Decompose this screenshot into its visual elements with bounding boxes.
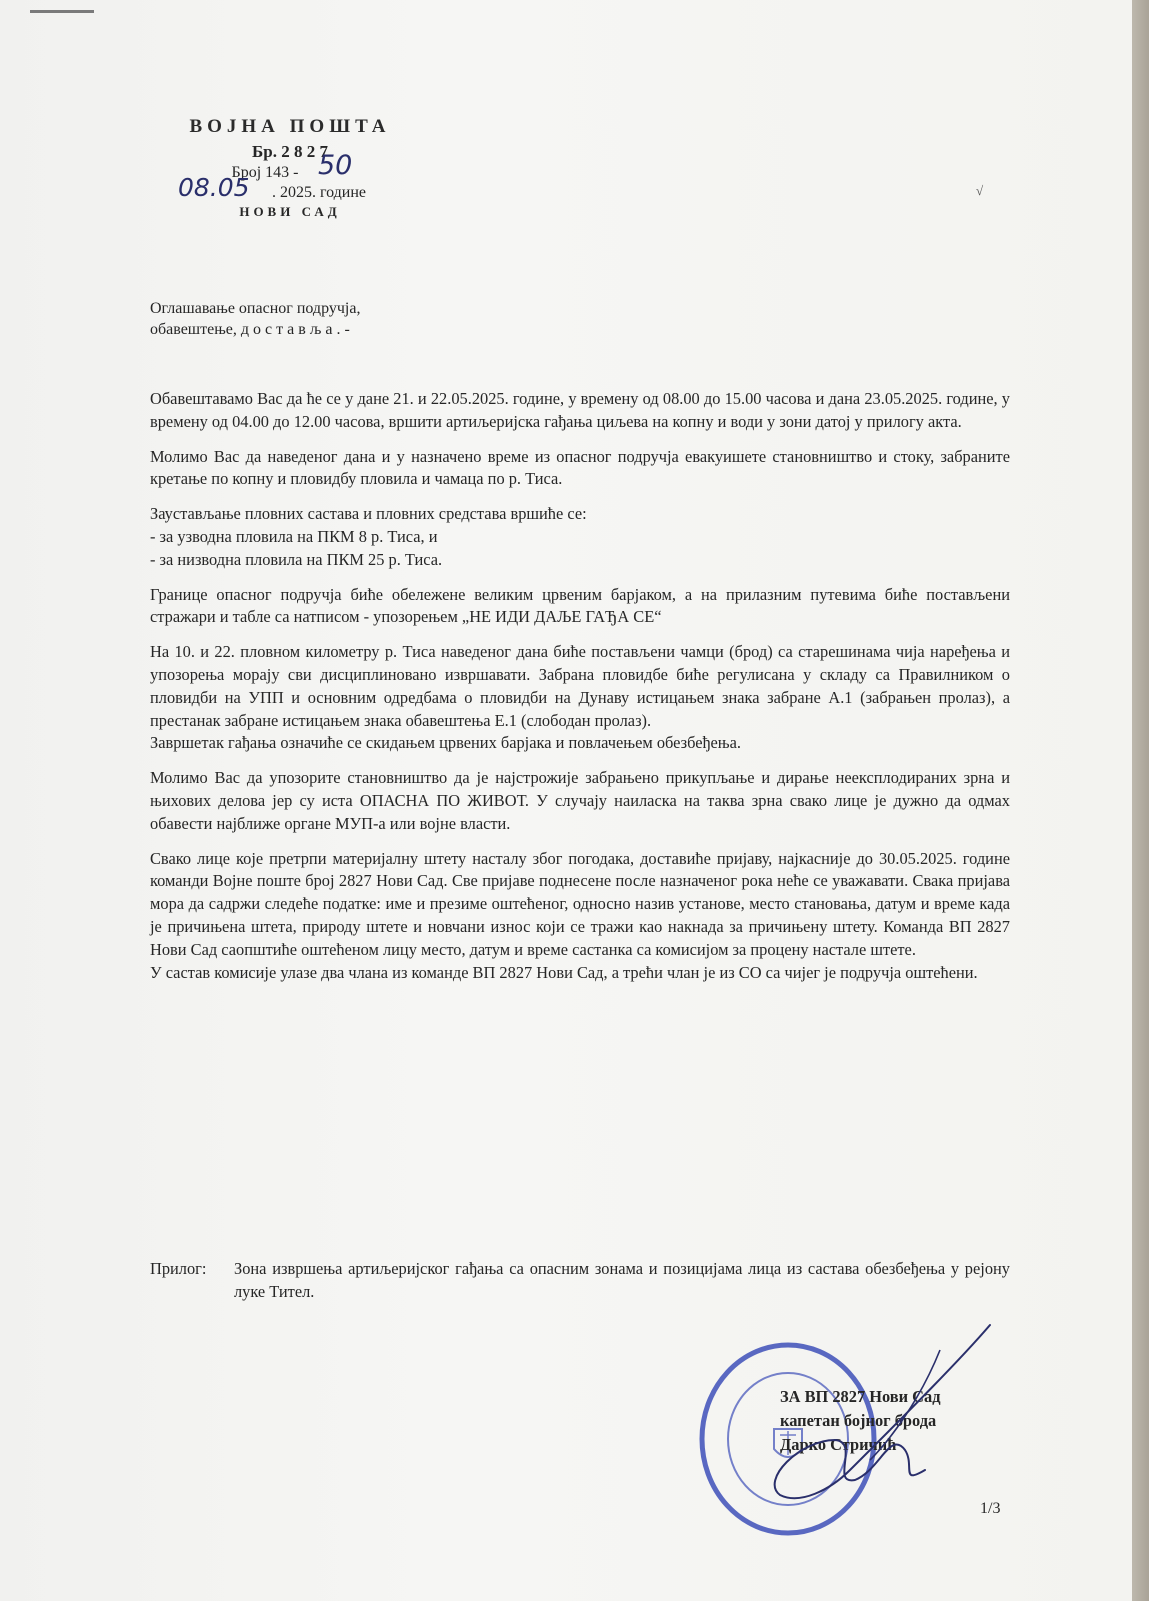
document-number: Број 143 - (231, 164, 299, 181)
paragraph-warning: Молимо Вас да упозорите становништво да је најстрожије забрањено прикупљање и дирање неексплодираних зрна и њихових делова јер су иста ОПАСНА ПО ЖИВОТ. У случају наиласка на таква зрна свако лице је дужно да одмах обавести најближе органе МУП-а или војне власти. (150, 768, 1010, 833)
paragraph-evacuation: Молимо Вас да наведеног дана и у назначено време из опасног подручја евакуишете становништво и стоку, забраните кретање по копну и пловидбу пловила и чамаца по р. Тиса. (150, 446, 1010, 489)
list-item-upstream: - за узводна пловила на ПКМ 8 р. Тиса, и (150, 526, 438, 546)
subject-block (150, 298, 360, 340)
city-name: НОВИ САД (239, 204, 341, 219)
background-edge (1132, 0, 1149, 1601)
attachment-label: Прилог: (150, 1259, 207, 1278)
paragraph-exercise-dates: Обавештавамо Вас да ће се у дане 21. и 22.05.2025. године, у времену од 08.00 до 15.00 часова и дана 23.05.2025. године, у времену од 04.00 до 12.00 часова, вршити артиљеријска гађања циљева на копну и води у зони датој у прилогу акта. (150, 389, 1010, 431)
paragraph-boats: На 10. и 22. пловном километру р. Тиса наведеног дана биће постављени чамци (брод) са старешинама чија наређења и упозорења морају сви дисциплиновано извршавати. Забрана пловидбе биће регулисана у складу са Правилником о пловидби на УПП и основним одредбама о пловидби на Дунаву истицањем знака забране А.1 (забрањен пролаз), а престанак забране истицањем знака обавештења Е.1 (слободан пролаз). (150, 642, 1010, 730)
signature-line-1: ЗА ВП 2827 Нови Сад (780, 1387, 941, 1406)
check-mark-icon: √ (976, 183, 984, 198)
paragraph-commission: У састав комисије улазе два члана из команде ВП 2827 Нови Сад, а трећи члан је из СО са чијег је подручја оштећени. (150, 962, 978, 982)
paragraph-damage-claims: Свако лице које претрпи материјалну штету насталу због погодака, доставиће пријаву, најкасније до 30.05.2025. године команди Војне поште број 2827 Нови Сад. Све пријаве поднесене после назначеног рока неће се уважавати. Свака пријава мора да садржи следеће податке: име и презиме оштећеног, односно назив установе, место становања, датум и време када је причињена штета, природу штете и новчани износ који се тражи као накнада за причињену штету. Команда ВП 2827 Нови Сад саопштиће оштећеном лицу место, датум и време састанка са комисијом за процену настале штете. (150, 848, 1010, 959)
post-number: Бр. 2 8 2 7 (252, 142, 328, 161)
handwritten-signature (740, 1320, 1010, 1510)
paragraph-danger-borders: Границе опасног подручја биће обележене великим црвеним барјаком, а на прилазним путевима биће постављени стражари и табле са натписом - упозорењем „НЕ ИДИ ДАЉЕ ГАЂА СЕ“ (150, 584, 1010, 627)
signature-line-2: капетан бојног брода (780, 1411, 937, 1430)
letter-body (150, 388, 1010, 996)
subject-line-2: обавештење, д о с т а в љ а . - (150, 321, 350, 338)
signature-line-3: Дарко Стричић (780, 1435, 897, 1454)
organization-name: ВОЈНА ПОШТА (189, 116, 391, 137)
list-item-downstream: - за низводна пловила на ПКМ 25 р. Тиса. (150, 549, 443, 569)
page-number: 1/3 (980, 1500, 1001, 1517)
attachment-text: Зона извршења артиљеријског гађања са опасним зонама и позицијама лица из састава обезбеђења у рејону луке Тител. (234, 1259, 1010, 1301)
paragraph-end-of-firing: Завршетак гађања означиће се скидањем црвених барјака и повлачењем обезбеђења. (150, 733, 741, 753)
letterhead (160, 116, 420, 220)
paragraph-stopping-intro: Заустављање пловних састава и пловних средстава вршиће се: (150, 504, 587, 524)
paper-tear-mark (30, 10, 94, 13)
handwritten-date: 08.05 (178, 173, 250, 202)
document-date: . 2025. године (271, 184, 367, 201)
attachment-note (150, 1258, 1010, 1304)
subject-line-1: Оглашавање опасног подручја, (150, 300, 361, 317)
handwritten-doc-number: 50 (318, 150, 353, 181)
